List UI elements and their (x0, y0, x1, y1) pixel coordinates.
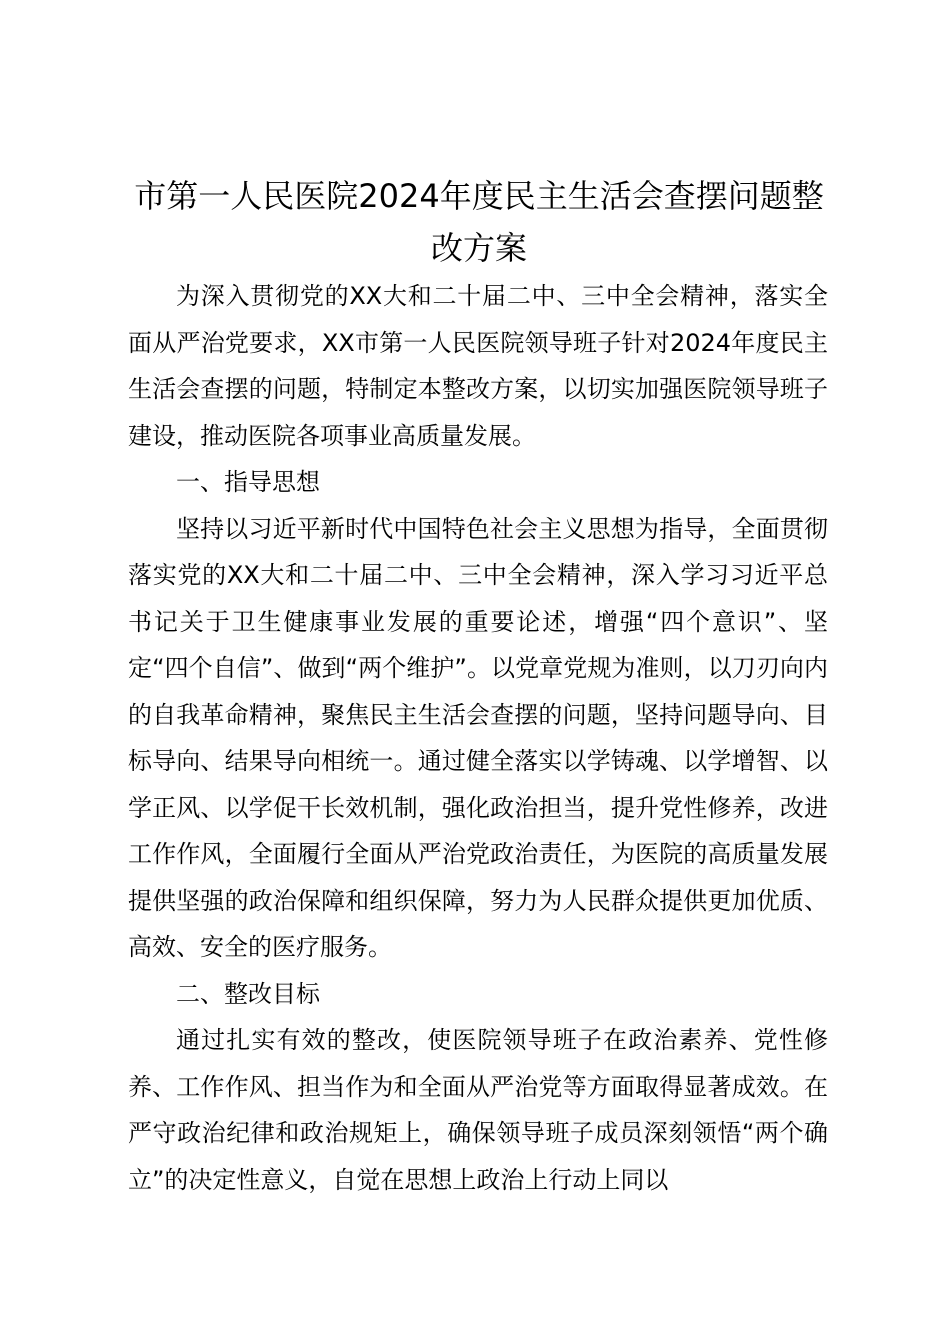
document-title: 市第一人民医院2024年度民主生活会查摆问题整改方案 (134, 177, 824, 267)
section-heading-rectification-goals: 二、整改目标 (176, 979, 320, 1008)
section-heading-guiding-ideology: 一、指导思想 (176, 468, 320, 496)
document-body (128, 273, 828, 1203)
rectification-goals-paragraph: 通过扎实有效的整改，使医院领导班子在政治素养、党性修养、工作作风、担当作为和全面从严治党等方面取得显著成效。在严守政治纪律和政治规矩上，确保领导班子成员深刻领悟“两个确立”的决定性意义，自觉在思想上政治上行动上同以 (128, 1026, 828, 1194)
intro-paragraph: 为深入贯彻党的XX大和二十届二中、三中全会精神，落实全面从严治党要求，XX市第一人民医院领导班子针对2024年度民主生活会查摆的问题，特制定本整改方案，以切实加强医院领导班子建设，推动医院各项事业高质量发展。 (128, 282, 828, 450)
guiding-ideology-paragraph: 坚持以习近平新时代中国特色社会主义思想为指导，全面贯彻落实党的XX大和二十届二中、三中全会精神，深入学习习近平总书记关于卫生健康事业发展的重要论述，增强“四个意识”、坚定“四个自信”、做到“两个维护”。以党章党规为准则，以刀刃向内的自我革命精神，聚焦民主生活会查摆的问题，坚持问题导向、目标导向、结果导向相统一。通过健全落实以学铸魂、以学增智、以学正风、以学促干长效机制，强化政治担当，提升党性修养，改进工作作风，全面履行全面从严治党政治责任，为医院的高质量发展提供坚强的政治保障和组织保障，努力为人民群众提供更加优质、高效、安全的医疗服务。 (128, 514, 828, 961)
